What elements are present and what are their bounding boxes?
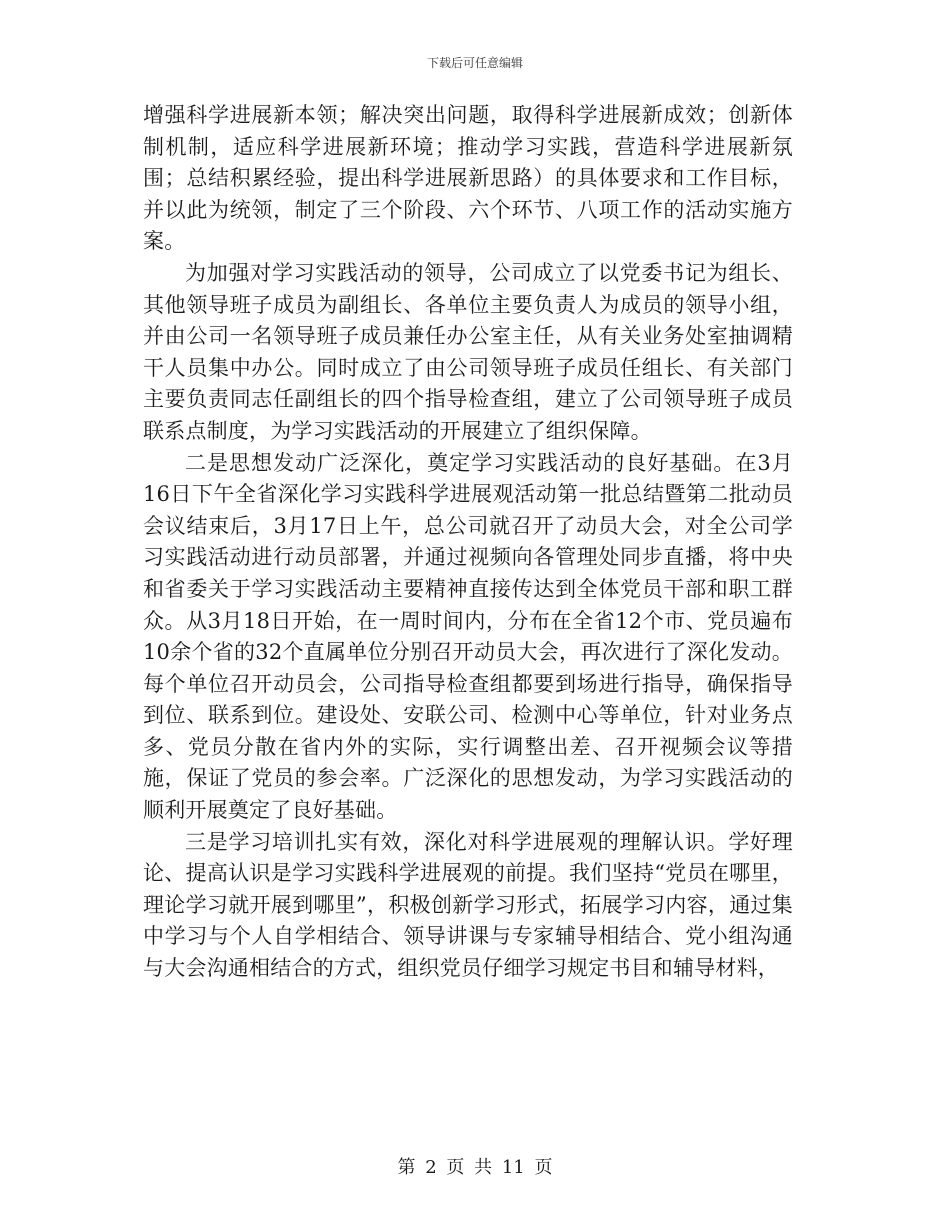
paragraph: 三是学习培训扎实有效，深化对科学进展观的理解认识。学好理论、提高认识是学习实践科学进展观的前提。我们坚持“党员在哪里，理论学习就开展到哪里”，积极创新学习形式，拓展学习内容，通过集中学习与个人自学相结合、领导讲课与专家辅导相结合、党小组沟通与大会沟通相结合的方式，组织党员仔细学习规定书目和辅导材料， xyxy=(143,829,793,981)
paragraph: 二是思想发动广泛深化，奠定学习实践活动的良好基础。在3月16日下午全省深化学习实践科学进展观活动第一批总结暨第二批动员会议结束后，3月17日上午，总公司就召开了动员大会，对全公司学习实践活动进行动员部署，并通过视频向各管理处同步直播，将中央和省委关于学习实践活动主要精神直接传达到全体党员干部和职工群众。从3月18日开始，在一周时间内，分布在全省12个市、党员遍布10余个省的32个直属单位分别召开动员大会，再次进行了深化发动。每个单位召开动员会，公司指导检查组都要到场进行指导，确保指导到位、联系到位。建设处、安联公司、检测中心等单位，针对业务点多、党员分散在省内外的实际，实行调整出差、召开视频会议等措施，保证了党员的参会率。广泛深化的思想发动，为学习实践活动的顺利开展奠定了良好基础。 xyxy=(143,450,793,823)
page-header: 下载后可任意编辑 xyxy=(426,56,523,70)
paragraph: 增强科学进展新本领；解决突出问题，取得科学进展新成效；创新体制机制，适应科学进展新环境；推动学习实践，营造科学进展新氛围；总结积累经验，提出科学进展新思路）的具体要求和工作目标，并以此为统领，制定了三个阶段、六个环节、八项工作的活动实施方案。 xyxy=(143,103,793,254)
document-body xyxy=(143,100,793,985)
page-number-footer: 第 2 页 共 11 页 xyxy=(397,1157,553,1178)
paragraph: 为加强对学习实践活动的领导，公司成立了以党委书记为组长、其他领导班子成员为副组长、各单位主要负责人为成员的领导小组，并由公司一名领导班子成员兼任办公室主任，从有关业务处室抽调精干人员集中办公。同时成立了由公司领导班子成员任组长、有关部门主要负责同志任副组长的四个指导检查组，建立了公司领导班子成员联系点制度，为学习实践活动的开展建立了组织保障。 xyxy=(143,260,793,443)
